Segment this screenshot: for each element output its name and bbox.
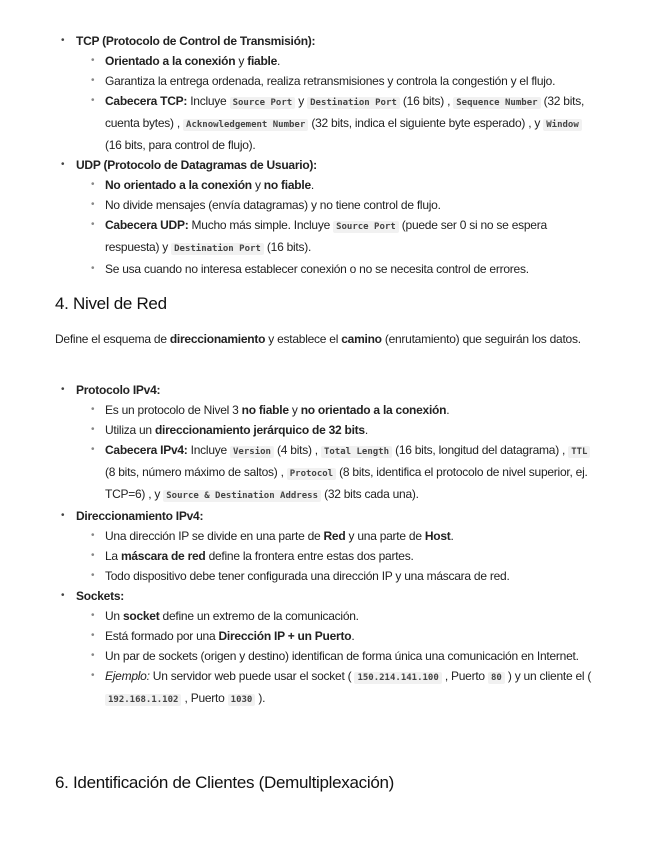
bold-text: Cabecera IPv4: <box>105 443 188 457</box>
bold-text: Orientado a la conexión <box>105 54 236 68</box>
code-field: Destination Port <box>307 97 400 109</box>
bullet-icon: • <box>91 199 95 210</box>
bullet-icon: • <box>61 510 65 521</box>
bullet-icon: • <box>91 550 95 561</box>
list-item-tcp <box>0 31 655 51</box>
list-item-udp <box>0 155 655 175</box>
bold-text: direccionamiento <box>169 332 266 346</box>
list-item: • Se usa cuando no interesa establecer conexión o no se necesita control de errores. <box>0 259 655 279</box>
list-item: • Una dirección IP se divide en una parte de Red y una parte de Host. <box>0 526 655 546</box>
network-list <box>0 380 655 710</box>
bold-text: direccionamiento jerárquico de 32 bits <box>154 423 365 437</box>
list-item: • Un par de sockets (origen y destino) identifican de forma única una comunicación en Internet. <box>0 646 655 666</box>
code-field: Source Port <box>230 97 296 109</box>
bullet-icon: • <box>91 75 95 86</box>
bullet-icon: • <box>61 384 65 395</box>
bold-text: Cabecera UDP: <box>105 218 189 232</box>
bold-text: Dirección IP + un Puerto <box>218 629 352 643</box>
code-field: 1030 <box>228 694 256 706</box>
ipv4-heading: Protocolo IPv4: <box>76 383 161 397</box>
code-field: Total Length <box>321 446 392 458</box>
section-heading-identificacion-clientes: 6. Identificación de Clientes (Demultiplexación) <box>55 773 394 792</box>
bullet-icon: • <box>61 590 65 601</box>
code-field: Source Port <box>333 221 399 233</box>
bullet-icon: • <box>91 55 95 66</box>
list-item: • Es un protocolo de Nivel 3 no fiable y no orientado a la conexión. <box>0 400 655 420</box>
bold-text: no fiable <box>241 403 289 417</box>
list-item-tcp-header: • Cabecera TCP: Incluye Source Port y Destination Port (16 bits) , Sequence Number (32 bits, cuenta bytes) , Acknowledgement Number (32 bits, indica el siguiente byte esperado) , y Window (16 bits, para control de flujo). <box>0 91 655 155</box>
bullet-icon: • <box>91 650 95 661</box>
code-field: Destination Port <box>171 243 264 255</box>
list-item: • La máscara de red define la frontera entre estas dos partes. <box>0 546 655 566</box>
list-item: • Orientado a la conexión y fiable. <box>0 51 655 71</box>
list-item: • Un socket define un extremo de la comunicación. <box>0 606 655 626</box>
code-field: Window <box>543 119 582 131</box>
bullet-icon: • <box>91 610 95 621</box>
bullet-icon: • <box>91 404 95 415</box>
code-field: TTL <box>568 446 590 458</box>
bullet-icon: • <box>91 263 95 274</box>
udp-heading: UDP (Protocolo de Datagramas de Usuario): <box>76 158 317 172</box>
bold-text: camino <box>341 332 382 346</box>
list-item: • No divide mensajes (envía datagramas) y no tiene control de flujo. <box>0 195 655 215</box>
bold-text: no fiable <box>263 178 311 192</box>
section-heading-nivel-red: 4. Nivel de Red <box>55 294 167 313</box>
sockets-heading: Sockets: <box>76 589 125 603</box>
bold-text: No orientado a la conexión <box>105 178 252 192</box>
bullet-icon: • <box>91 670 95 681</box>
bold-text: no orientado a la conexión <box>300 403 447 417</box>
bullet-icon: • <box>91 570 95 581</box>
bullet-icon: • <box>91 530 95 541</box>
list-item: • Está formado por una Dirección IP + un Puerto. <box>0 626 655 646</box>
bullet-icon: • <box>91 95 95 106</box>
bullet-icon: • <box>91 444 95 455</box>
bullet-icon: • <box>61 35 65 46</box>
bold-text: máscara de red <box>120 549 206 563</box>
list-item: • Garantiza la entrega ordenada, realiza retransmisiones y controla la congestión y el flujo. <box>0 71 655 91</box>
bold-text: Cabecera TCP: <box>105 94 188 108</box>
bullet-icon: • <box>91 219 95 230</box>
bold-text: Red <box>323 529 346 543</box>
bullet-icon: • <box>91 630 95 641</box>
bullet-icon: • <box>91 179 95 190</box>
list-item-ipv4-header: • Cabecera IPv4: Incluye Version (4 bits) , Total Length (16 bits, longitud del datagrama) , TTL (8 bits, número máximo de saltos) , Protocol (8 bits, identifica el protocolo de nivel superior, ej. TCP=6) , y Source & Destination Address (32 bits cada una). <box>0 440 655 506</box>
list-item-sockets <box>0 586 655 606</box>
bold-text: Host <box>424 529 451 543</box>
code-field: Sequence Number <box>453 97 540 109</box>
direccionamiento-heading: Direccionamiento IPv4: <box>76 509 204 523</box>
bullet-icon: • <box>61 159 65 170</box>
list-item-direccionamiento <box>0 506 655 526</box>
list-item: • Todo dispositivo debe tener configurada una dirección IP y una máscara de red. <box>0 566 655 586</box>
bold-text: fiable <box>247 54 278 68</box>
tcp-heading: TCP (Protocolo de Control de Transmisión): <box>76 34 316 48</box>
code-field: 150.214.141.100 <box>354 672 441 684</box>
code-field: Acknowledgement Number <box>183 119 308 131</box>
code-field: Version <box>230 446 274 458</box>
code-field: Source & Destination Address <box>163 490 321 502</box>
list-item-ipv4 <box>0 380 655 400</box>
code-field: 192.168.1.102 <box>105 694 181 706</box>
list-item-udp-header: • Cabecera UDP: Mucho más simple. Incluye Source Port (puede ser 0 si no se espera respuesta) y Destination Port (16 bits). <box>0 215 655 259</box>
code-field: Protocol <box>287 468 336 480</box>
list-item: • Utiliza un direccionamiento jerárquico de 32 bits. <box>0 420 655 440</box>
italic-text: Ejemplo: <box>105 669 150 683</box>
bold-text: socket <box>122 609 160 623</box>
section-intro: Define el esquema de direccionamiento y establece el camino (enrutamiento) que seguirán los datos. <box>55 332 581 346</box>
transport-list <box>0 31 655 279</box>
list-item-socket-example: • Ejemplo: Un servidor web puede usar el socket ( 150.214.141.100 , Puerto 80 ) y un cliente el ( 192.168.1.102 , Puerto 1030 ). <box>0 666 655 710</box>
list-item: • No orientado a la conexión y no fiable. <box>0 175 655 195</box>
code-field: 80 <box>488 672 505 684</box>
bullet-icon: • <box>91 424 95 435</box>
